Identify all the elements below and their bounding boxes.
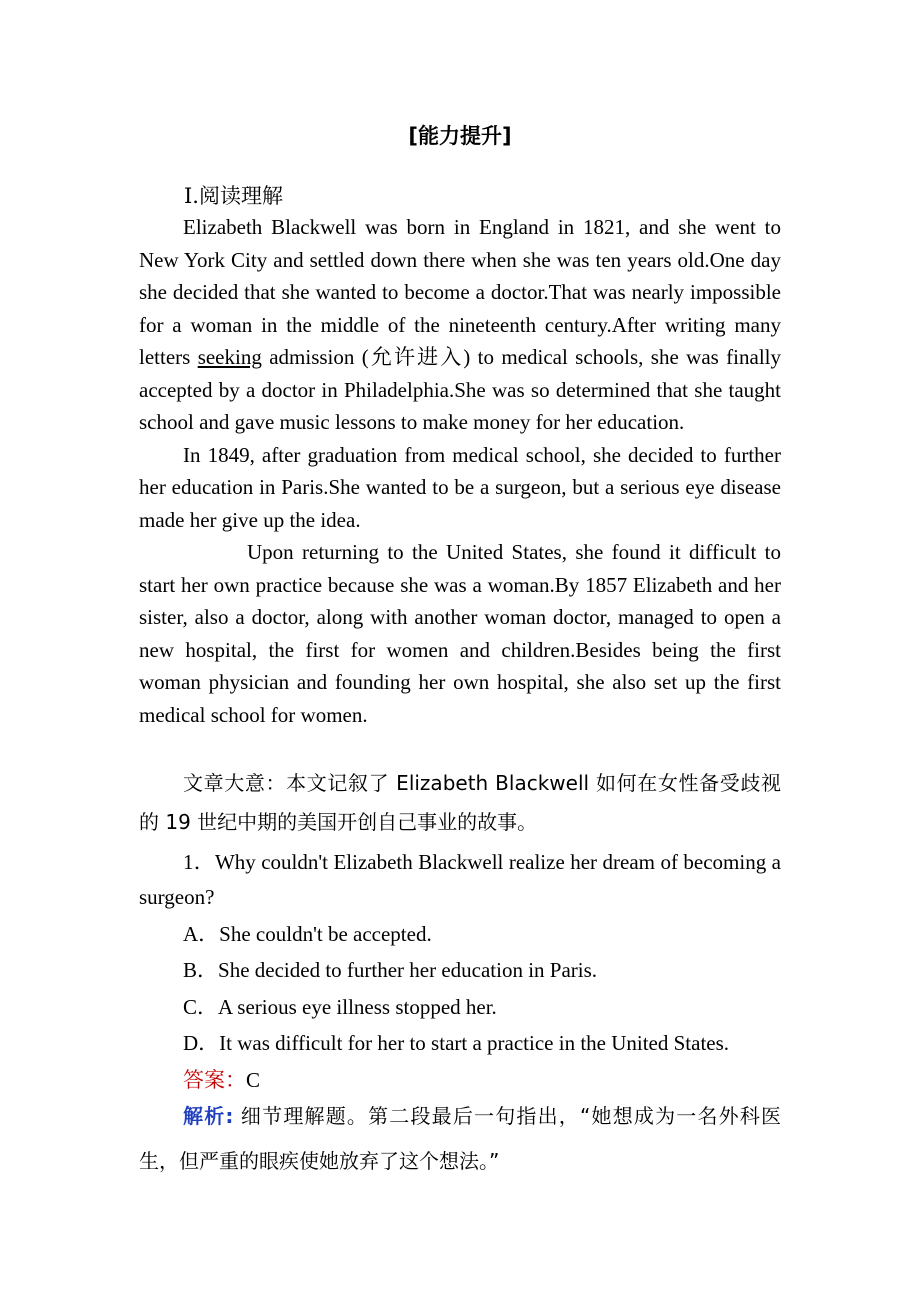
option-letter: D． xyxy=(183,1031,220,1055)
option-d xyxy=(139,1025,781,1062)
option-text: She couldn't be accepted. xyxy=(219,921,432,946)
passage-paragraph-1 xyxy=(139,211,781,439)
article-summary xyxy=(139,764,781,842)
analysis-label: 解析: xyxy=(183,1104,234,1128)
question-number: 1． xyxy=(183,850,215,874)
option-letter: A． xyxy=(183,921,220,946)
option-letter: B． xyxy=(183,958,219,982)
passage-text: Elizabeth Blackwell was born in England in 1821, and she went to New York City and settled down there when she was ten years old.One day she decided that she wanted to become a doctor.That was nearly impossible for a woman in the middle of the nineteenth century.After writing many letters xyxy=(139,215,781,369)
answer-line xyxy=(139,1062,781,1099)
summary-label: 文章大意： xyxy=(183,771,287,795)
question-block xyxy=(139,845,781,1184)
section-heading: Ⅰ.阅读理解 xyxy=(184,184,283,208)
option-a xyxy=(139,916,781,953)
summary-paragraph xyxy=(139,764,781,842)
question-stem xyxy=(139,845,781,915)
analysis-text: 细节理解题。第二段最后一句指出，“她想成为一名外科医生，但严重的眼疾使她放弃了这个想法。” xyxy=(139,1104,782,1173)
option-text: She decided to further her education in Paris. xyxy=(218,958,598,982)
option-c xyxy=(139,989,781,1026)
passage-text: admission (允许进入) to medical schools, she was finally accepted by a doctor in Philadelphia.She was so determined that she taught school and gave music lessons to make money for her education. xyxy=(139,345,781,434)
underlined-word: seeking xyxy=(197,345,262,369)
answer-value: C xyxy=(246,1067,261,1092)
passage-paragraph-2: In 1849, after graduation from medical school, she decided to further her education in Paris.She wanted to be a surgeon, but a serious eye disease made her give up the idea. xyxy=(139,442,781,532)
option-text: A serious eye illness stopped her. xyxy=(218,994,497,1019)
reading-passage xyxy=(139,211,781,731)
option-text: It was difficult for her to start a practice in the United States. xyxy=(219,1031,730,1055)
page-title: [能力提升] xyxy=(408,124,512,148)
analysis-paragraph xyxy=(139,1094,781,1184)
answer-label: 答案： xyxy=(183,1067,246,1092)
question-text: Why couldn't Elizabeth Blackwell realize her dream of becoming a surgeon? xyxy=(139,850,781,909)
option-letter: C． xyxy=(183,994,219,1019)
summary-text: 本文记叙了 Elizabeth Blackwell 如何在女性备受歧视的 19 世纪中期的美国开创自己事业的故事。 xyxy=(139,771,782,834)
passage-paragraph-3: Upon returning to the United States, she found it difficult to start her own practice because she was a woman.By 1857 Elizabeth and her sister, also a doctor, along with another woman doctor, managed to open a new hospital, the first for women and children.Besides being the first woman physician and founding her own hospital, she also set up the first medical school for women. xyxy=(139,540,781,727)
option-b xyxy=(139,952,781,989)
